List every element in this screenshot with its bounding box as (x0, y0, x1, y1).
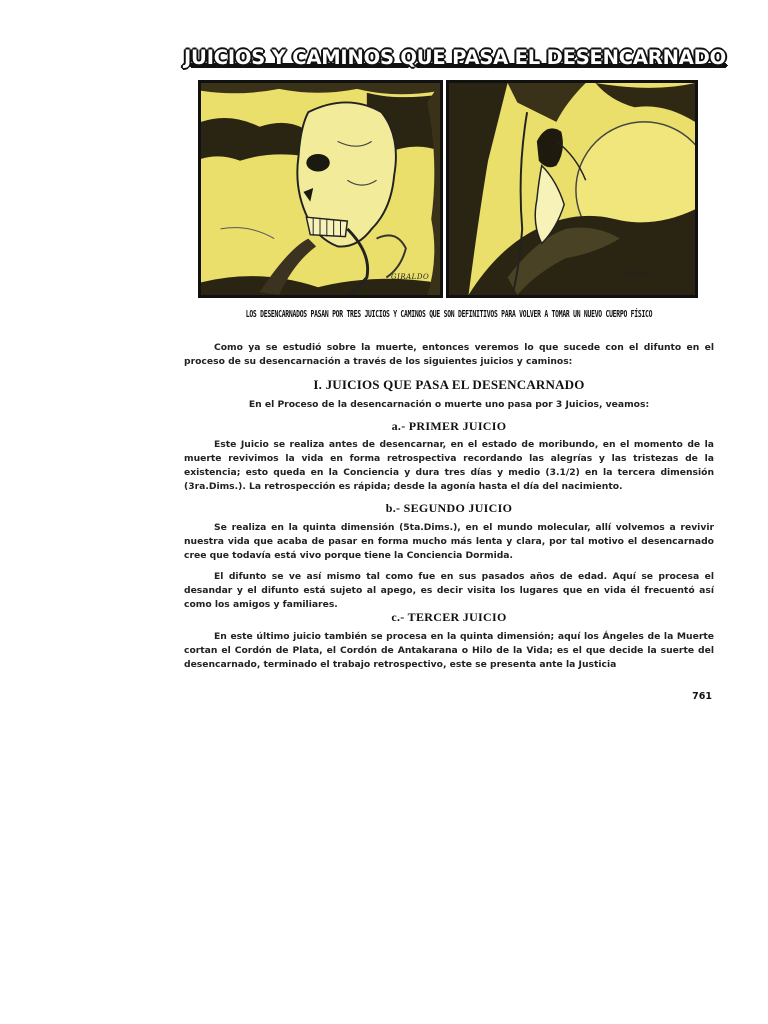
page-title: JUICIOS Y CAMINOS QUE PASA EL DESENCARNADO (184, 46, 726, 69)
section-intro-block (184, 398, 714, 412)
illustration-spirit (446, 80, 698, 298)
subsection-paragraph-block (184, 630, 714, 672)
section-heading-block (184, 377, 714, 393)
subsection-heading: b.- SEGUNDO JUICIO (385, 501, 513, 515)
subsection-paragraph: El difunto se ve así mismo tal como fue en sus pasados años de edad. Aquí se procesa el desandar y el difunto está sujeto al apego, es decir visita los lugares que en vida él frecuentó así como los amigos y familiares. (184, 571, 714, 610)
subsection-paragraph-block (184, 570, 714, 612)
subsection-heading-block (184, 501, 714, 516)
subsection-paragraph-block (184, 438, 714, 494)
illustration-skull (198, 80, 443, 298)
intro-paragraph: Como ya se estudió sobre la muerte, entonces veremos lo que sucede con el difunto en el proceso de su desencarnación a través de los siguientes juicios y caminos: (184, 342, 714, 367)
subsection-paragraph-block (184, 521, 714, 563)
page-number: 761 (692, 691, 712, 702)
intro-block (184, 341, 714, 369)
section-heading: I. JUICIOS QUE PASA EL DESENCARNADO (313, 377, 585, 392)
subsection-heading-block (184, 419, 714, 434)
illustration-signature: GIRALDO (624, 269, 663, 277)
subsection-heading-block (184, 610, 714, 625)
skull-drawing (201, 83, 440, 295)
subsection-paragraph: Este Juicio se realiza antes de desencarnar, en el estado de moribundo, en el momento de la muerte revivimos la vida en forma retrospectiva recordando las alegrías y las tristezas de la existencia; esto queda en la Conciencia y dura tres días y medio (3.1/2) en la tercera dimensión (3ra.Dims.). La retrospección es rápida; desde la agonía hasta el día del nacimiento. (184, 439, 714, 492)
subsection-paragraph: Se realiza en la quinta dimensión (5ta.Dims.), en el mundo molecular, allí volvemos a revivir nuestra vida que acaba de pasar en forma mucho más lenta y clara, por tal motivo el desencarnado cree que todavía está vivo porque tiene la Conciencia Dormida. (184, 522, 714, 561)
subsection-heading: c.- TERCER JUICIO (391, 610, 507, 624)
subsection-paragraph: En este último juicio también se procesa en la quinta dimensión; aquí los Ángeles de la Muerte cortan el Cordón de Plata, el Cordón de Antakarana o Hilo de la Vida; es el que decide la suerte del desencarnado, terminado el trabajo retrospectivo, este se presenta ante la Justicia (184, 631, 714, 670)
illustration-signature: GIRALDO (391, 273, 430, 281)
section-intro: En el Proceso de la desencarnación o muerte uno pasa por 3 Juicios, veamos: (248, 399, 650, 410)
spirit-drawing (449, 83, 695, 295)
illustration-caption: LOS DESENCARNADOS PASAN POR TRES JUICIOS Y CAMINOS QUE SON DEFINITIVOS PARA VOLVER A TOMAR UN NUEVO CUERPO FÍSICO (245, 308, 653, 320)
subsection-heading: a.- PRIMER JUICIO (391, 419, 507, 433)
